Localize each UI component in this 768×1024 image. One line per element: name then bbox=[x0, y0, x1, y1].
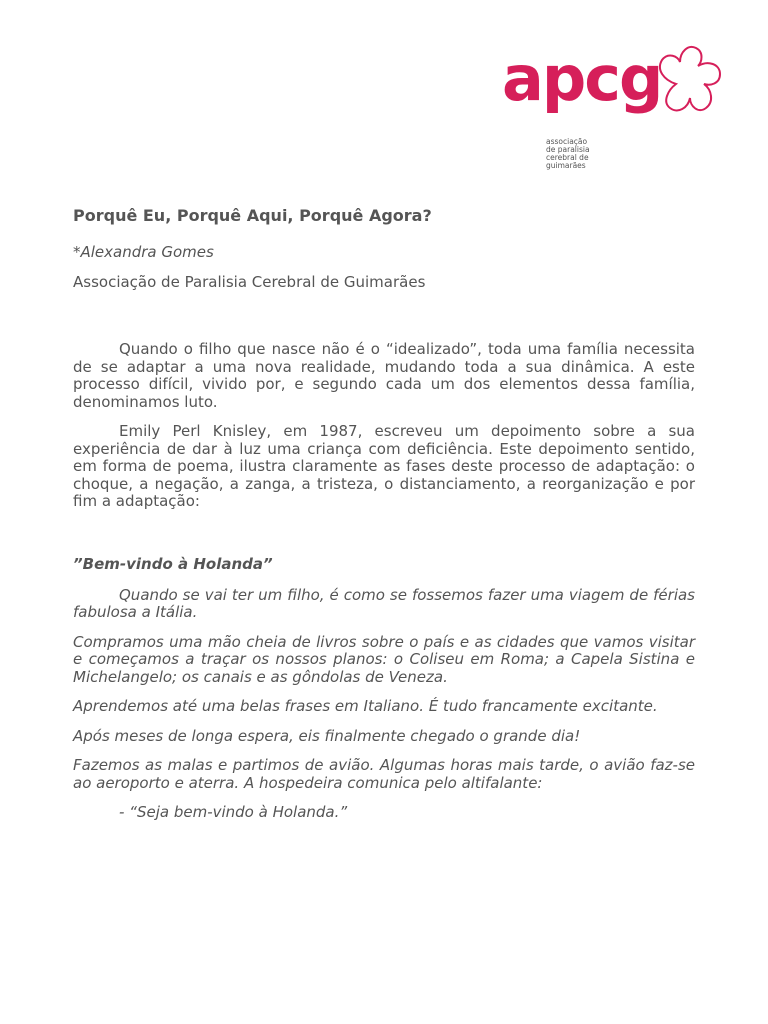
poem-paragraph: - “Seja bem-vindo à Holanda.” bbox=[119, 803, 348, 821]
document-organization: Associação de Paralisia Cerebral de Guimarães bbox=[73, 273, 426, 291]
logo-subtitle bbox=[546, 138, 590, 170]
poem-paragraph: Quando se vai ter um filho, é como se fossemos fazer uma viagem de férias fabulosa a Itália. bbox=[73, 585, 695, 621]
document-author: *Alexandra Gomes bbox=[73, 243, 214, 261]
poem-paragraph: Após meses de longa espera, eis finalmente chegado o grande dia! bbox=[73, 726, 581, 745]
intro-paragraph: Quando o filho que nasce não é o “idealizado”, toda uma família necessita de se adaptar a uma nova realidade, mudando toda a sua dinâmica. A este processo difícil, vivido por, e segundo cada um dos elementos dessa família, denominamos luto. bbox=[73, 340, 695, 411]
document-body bbox=[73, 205, 695, 834]
logo-subtitle-line: cerebral de bbox=[546, 153, 589, 162]
document-title: Porquê Eu, Porquê Aqui, Porquê Agora? bbox=[73, 206, 432, 225]
logo-subtitle-line: de paralisia bbox=[546, 145, 590, 154]
apcg-logo bbox=[500, 40, 730, 175]
poem-paragraph: Compramos uma mão cheia de livros sobre o país e as cidades que vamos visitar e começamos a traçar os nossos planos: o Coliseu em Roma; a Capela Sistina e Michelangelo; os canais e as gôndolas de Veneza. bbox=[73, 632, 695, 686]
poem-paragraph: Fazemos as malas e partimos de avião. Algumas horas mais tarde, o avião faz-se ao aeroporto e aterra. A hospedeira comunica pelo altifalante: bbox=[73, 756, 695, 792]
poem-paragraph: Aprendemos até uma belas frases em Italiano. É tudo francamente excitante. bbox=[73, 697, 658, 715]
logo-subtitle-line: guimarães bbox=[546, 161, 586, 170]
flower-icon bbox=[650, 40, 726, 120]
intro-paragraph: Emily Perl Knisley, em 1987, escreveu um depoimento sobre a sua experiência de dar à luz uma criança com deficiência. Este depoimento sentido, em forma de poema, ilustra claramente as fases deste processo de adaptação: o choque, a negação, a zanga, a tristeza, o distanciamento, a reorganização e por fim a adaptação: bbox=[73, 422, 695, 510]
poem-title: ”Bem-vindo à Holanda” bbox=[73, 554, 273, 573]
logo-subtitle-line: associação bbox=[546, 137, 588, 146]
logo-wordmark: apcg bbox=[502, 42, 662, 115]
